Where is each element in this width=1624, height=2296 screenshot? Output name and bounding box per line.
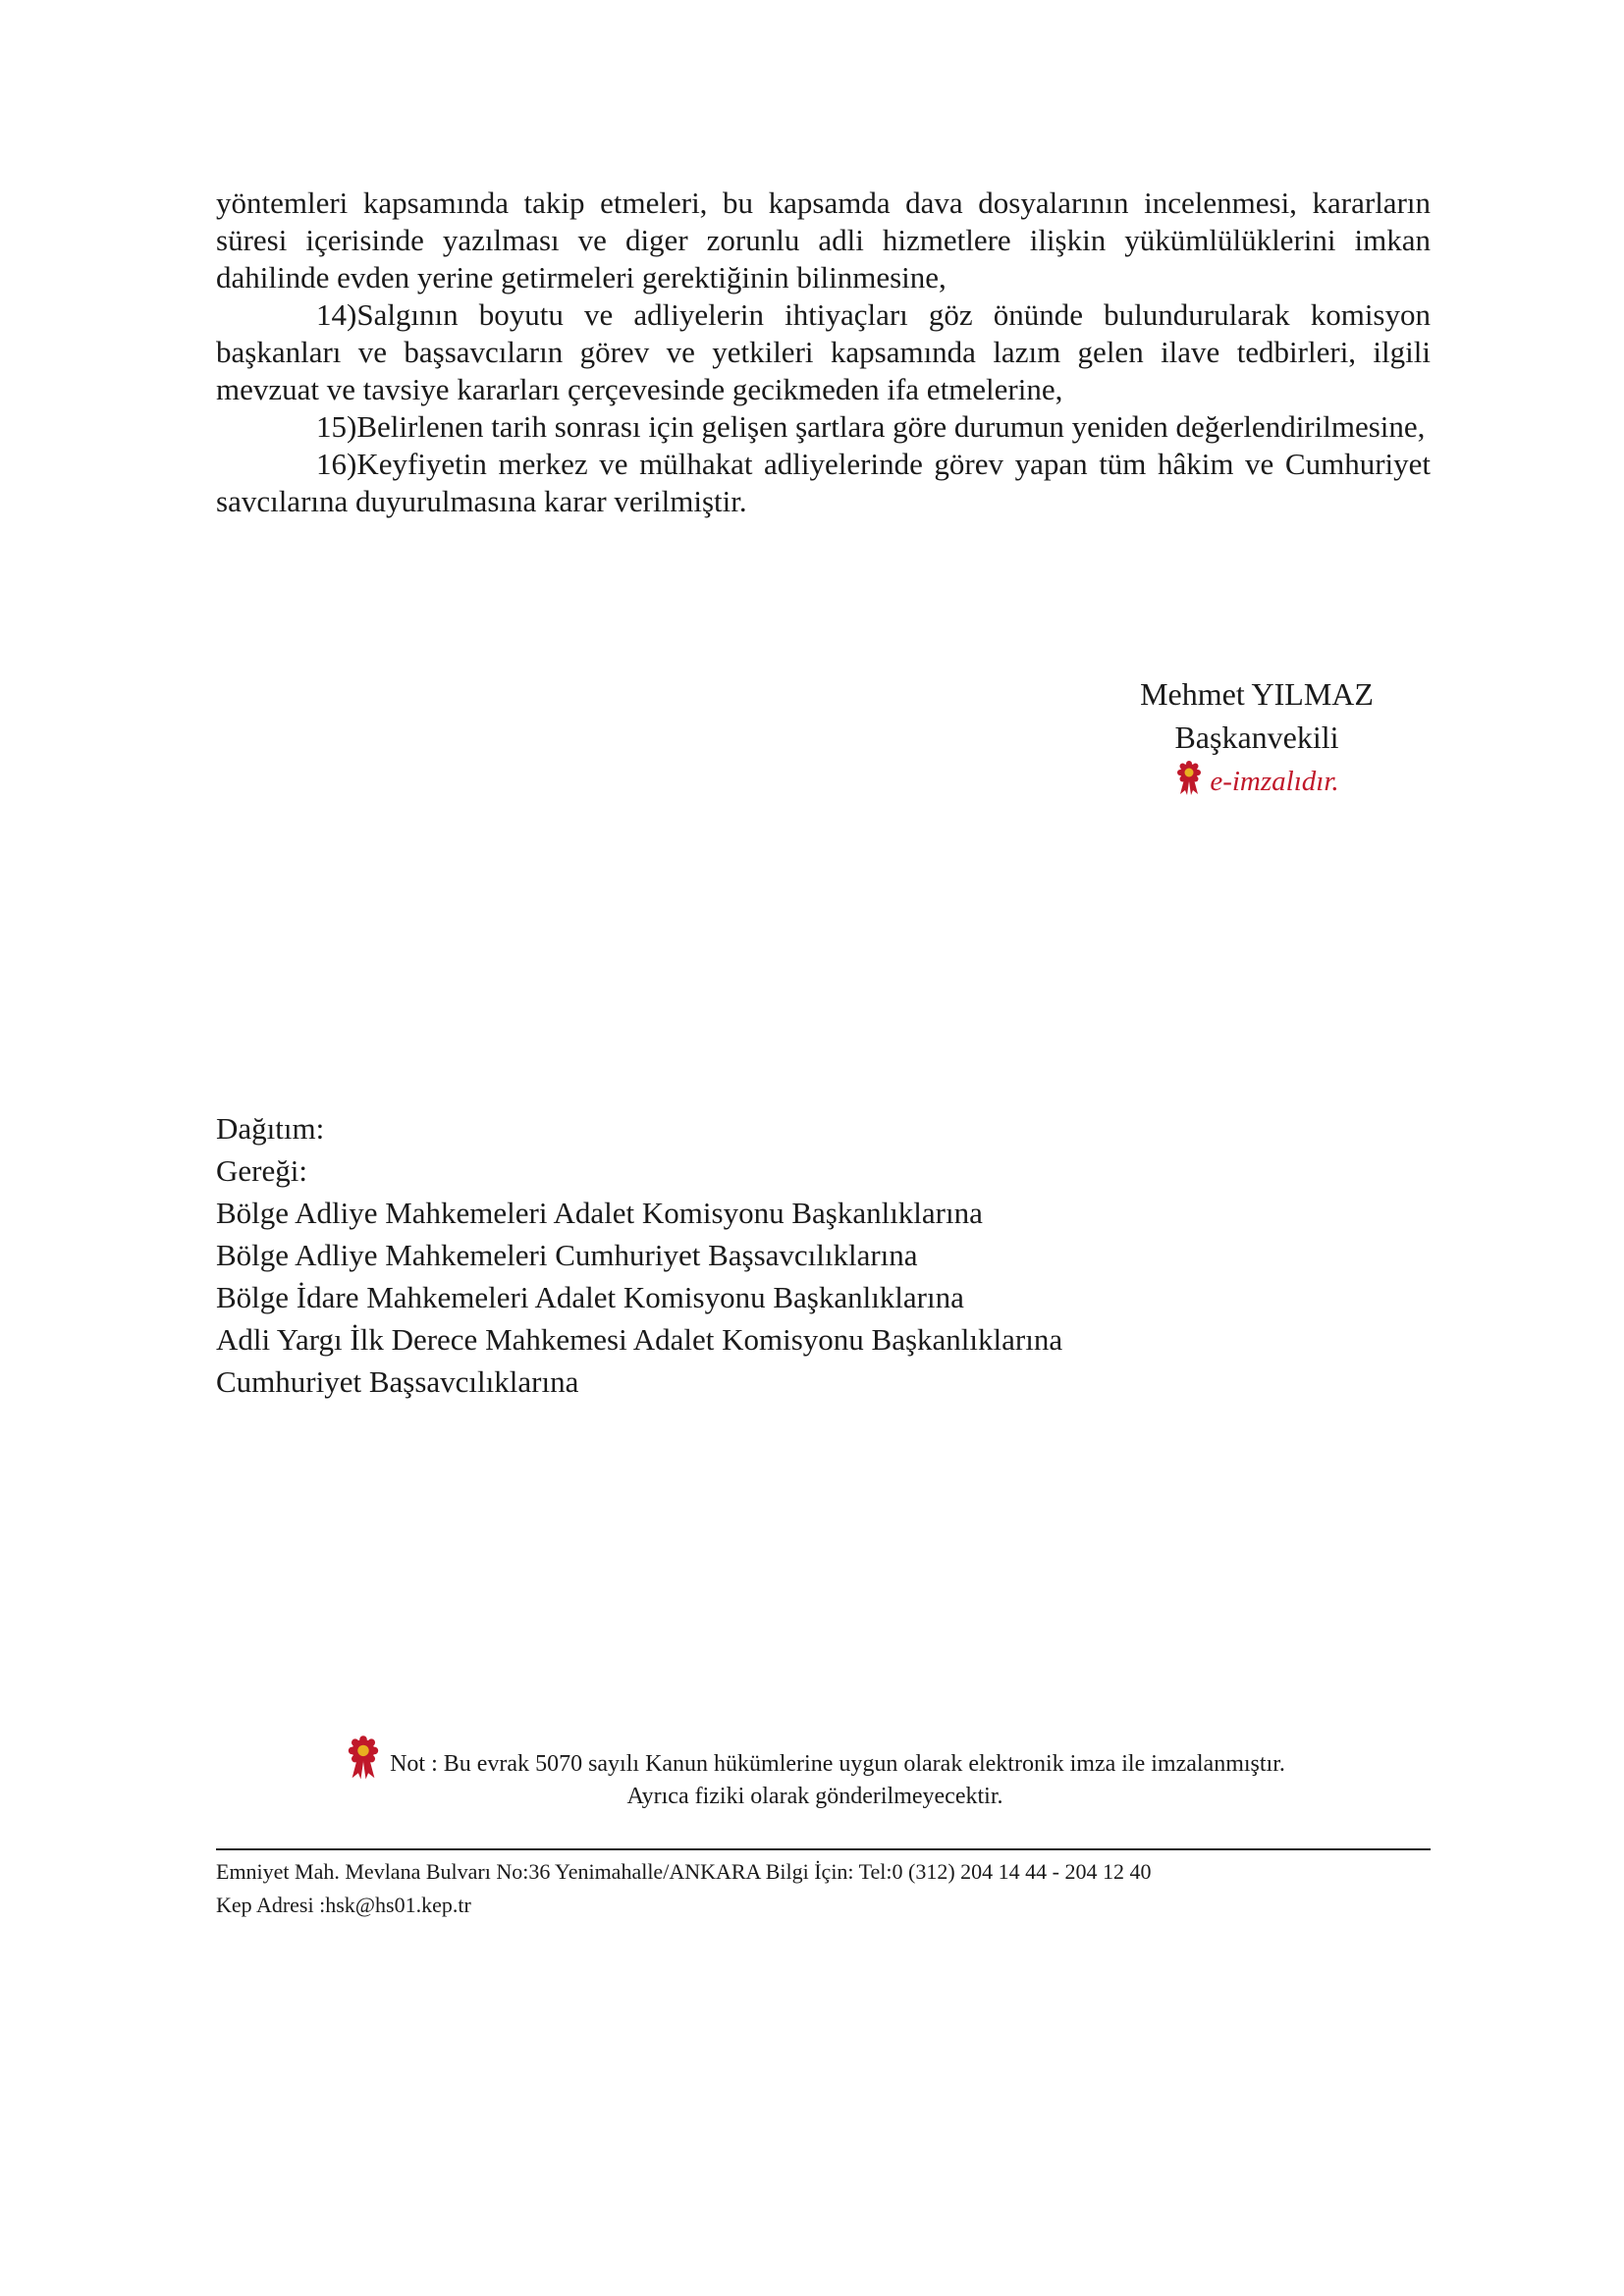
distribution-subheading: Gereği: [216, 1153, 307, 1188]
distribution-recipient: Bölge Adliye Mahkemeleri Adalet Komisyonu Başkanlıklarına [216, 1196, 983, 1230]
signatory-name: Mehmet YILMAZ [1140, 676, 1374, 712]
distribution-recipient: Cumhuriyet Başsavcılıklarına [216, 1364, 579, 1399]
footer-divider [216, 1848, 1431, 1850]
distribution-recipient: Adli Yargı İlk Derece Mahkemesi Adalet Komisyonu Başkanlıklarına [216, 1322, 1063, 1357]
signatory-title: Başkanvekili [1174, 720, 1339, 755]
paragraph-item-15: 15)Belirlenen tarih sonrası için gelişen şartlara göre durumun yeniden değerlendirilmesine, [316, 409, 1426, 444]
paragraph-item-14: 14)Salgının boyutu ve adliyelerin ihtiyaçları göz önünde bulundurularak komisyon başkanları ve başsavcıların görev ve yetkileri kapsamında lazım gelen ilave tedbirleri, ilgili mevzuat ve tavsiye kararları çerçevesinde gecikmeden ifa etmelerine, [216, 297, 1431, 406]
footer-kep-address: Kep Adresi :hsk@hs01.kep.tr [216, 1893, 471, 1917]
distribution-list [216, 1107, 1198, 1403]
e-signature-mark [1110, 761, 1404, 801]
footer [216, 1855, 1431, 1922]
e-signature-note [324, 1735, 1306, 1812]
e-signature-seal-icon [345, 1735, 382, 1781]
e-signature-seal-icon [1174, 761, 1204, 796]
note-line-2: Ayrıca fiziki olarak gönderilmeyecektir. [626, 1784, 1003, 1809]
document-body [216, 185, 1431, 520]
footer-address: Emniyet Mah. Mevlana Bulvarı No:36 Yenimahalle/ANKARA Bilgi İçin: Tel:0 (312) 204 14 44 - 204 12 40 [216, 1859, 1152, 1884]
note-line-1: Not : Bu evrak 5070 sayılı Kanun hükümlerine uygun olarak elektronik imza ile imzalanmıştır. [390, 1751, 1285, 1777]
distribution-recipient: Bölge Adliye Mahkemeleri Cumhuriyet Başsavcılıklarına [216, 1238, 918, 1272]
e-signature-label: e-imzalıdır. [1210, 766, 1339, 797]
paragraph-item-16: 16)Keyfiyetin merkez ve mülhakat adliyelerinde görev yapan tüm hâkim ve Cumhuriyet savcılarına duyurulmasına karar verilmiştir. [216, 447, 1431, 518]
paragraph-continuation: yöntemleri kapsamında takip etmeleri, bu kapsamda dava dosyalarının incelenmesi, kararların süresi içerisinde yazılması ve diger zorunlu adli hizmetlere ilişkin yükümlülüklerini imkan dahilinde evden yerine getirmeleri gerektiğinin bilinmesine, [216, 186, 1431, 294]
signature-block [1110, 672, 1404, 801]
distribution-recipient: Bölge İdare Mahkemeleri Adalet Komisyonu Başkanlıklarına [216, 1280, 964, 1314]
distribution-heading: Dağıtım: [216, 1111, 325, 1146]
